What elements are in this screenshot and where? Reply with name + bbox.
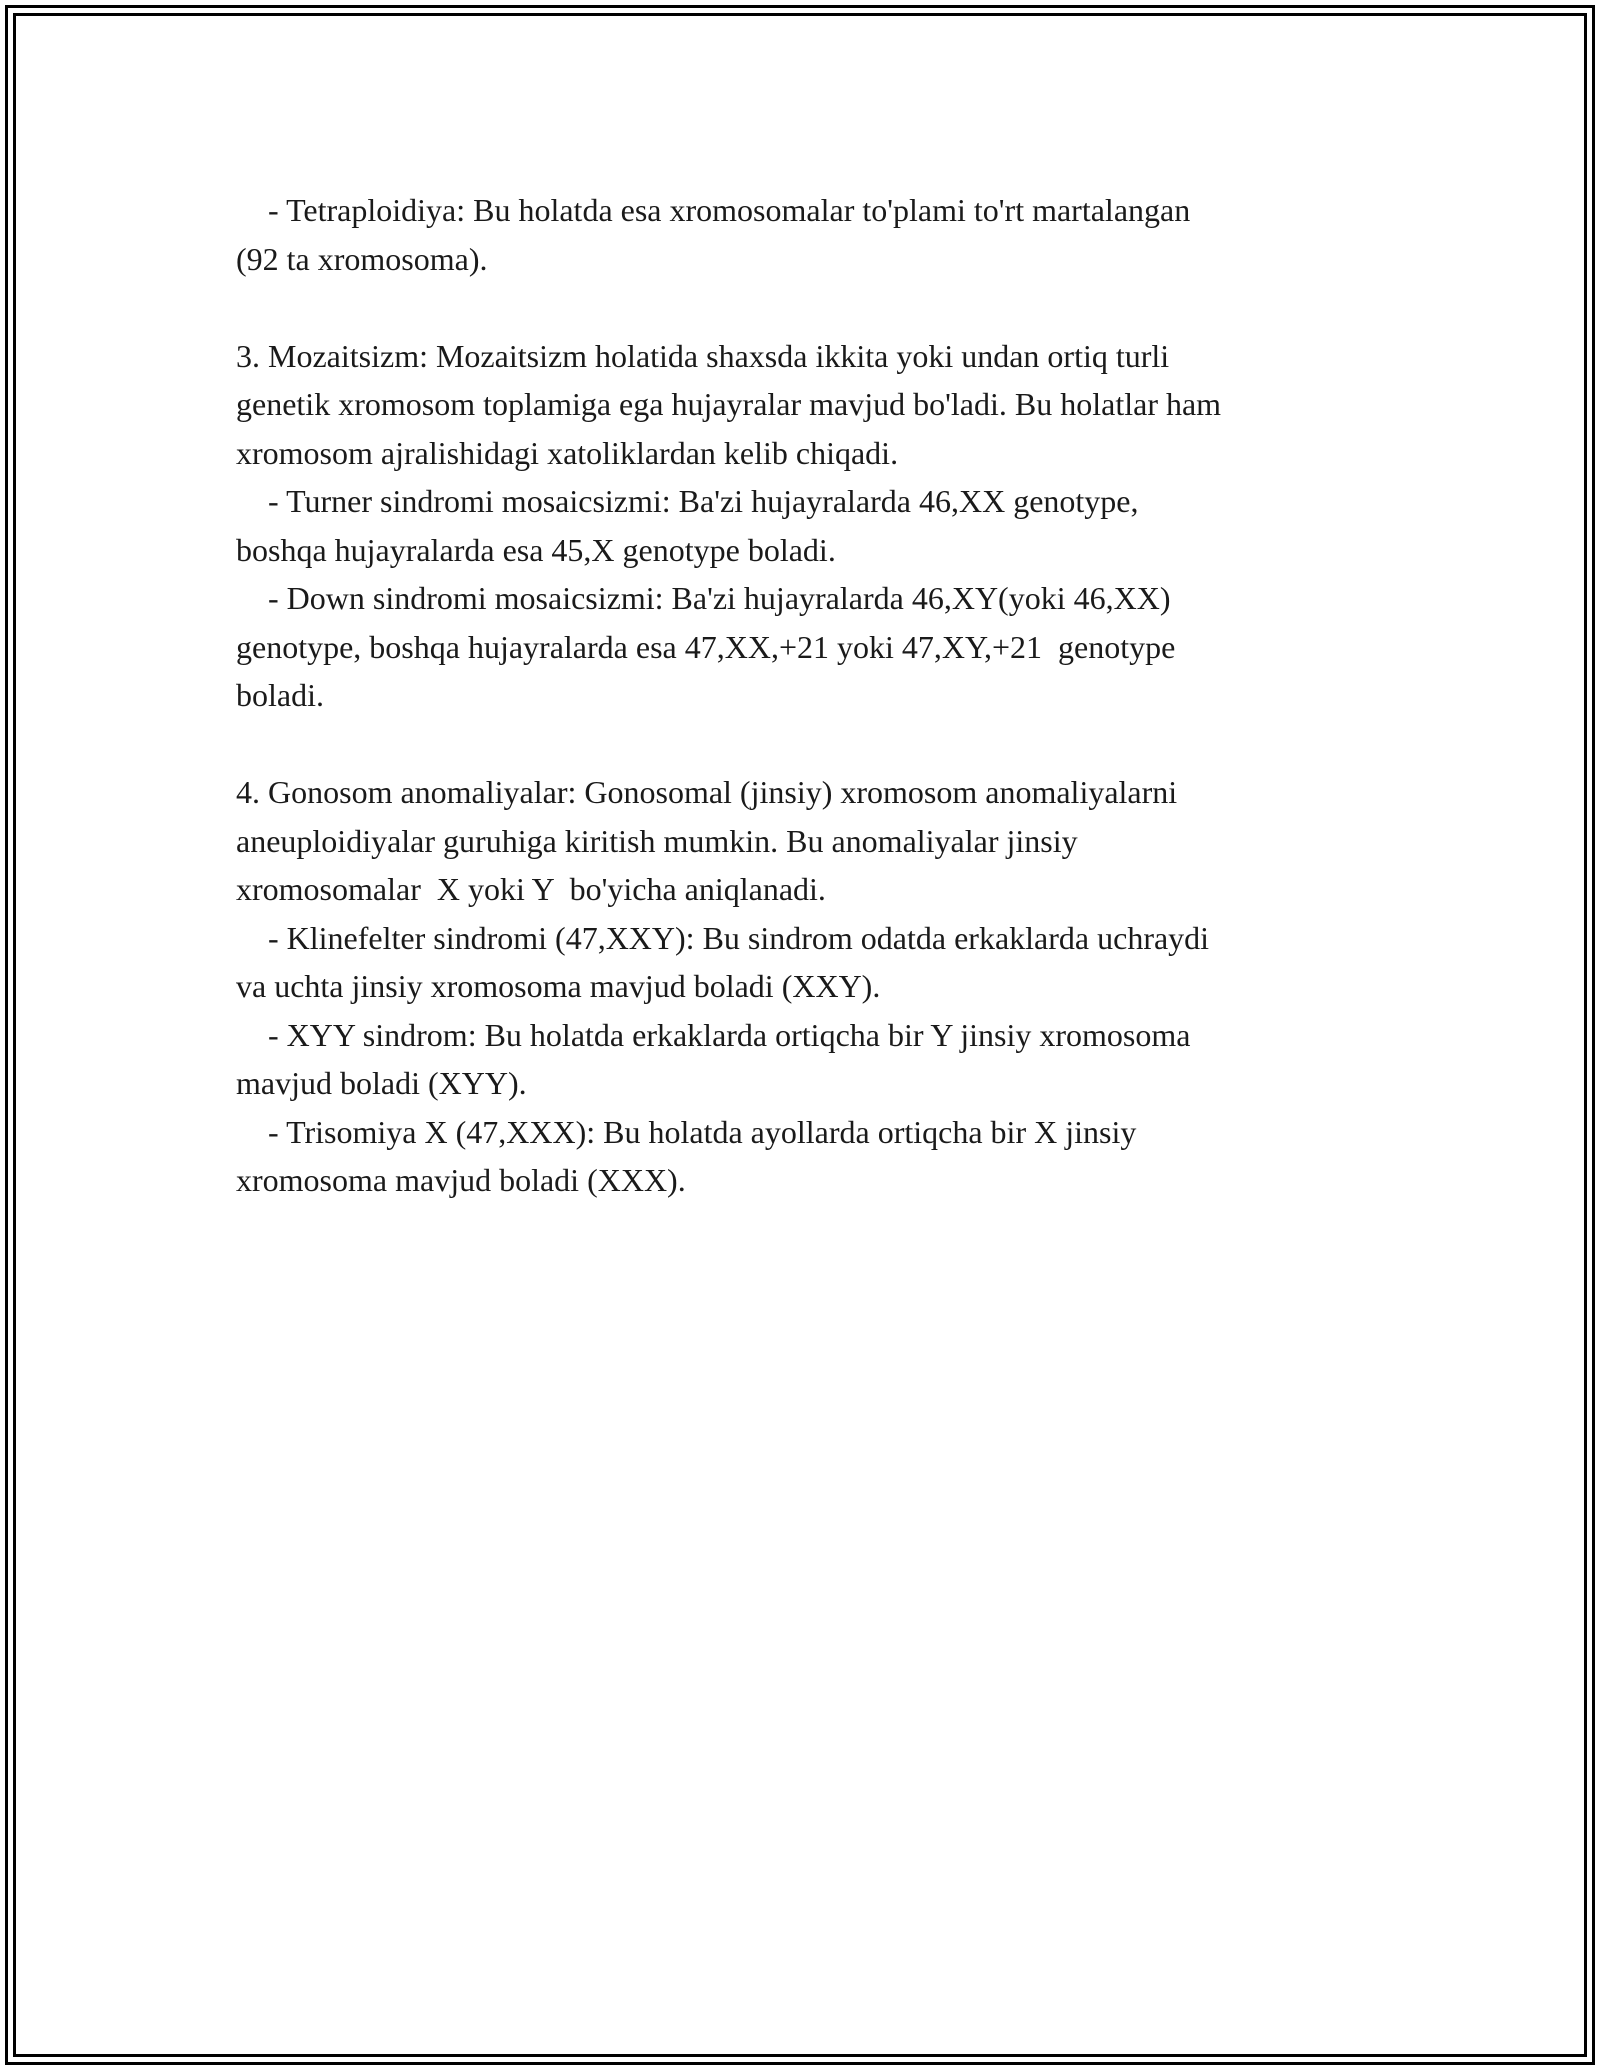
text-line: boladi. bbox=[236, 677, 324, 713]
text-line: boshqa hujayralarda esa 45,X genotype boladi. bbox=[236, 531, 836, 568]
paragraph-gap bbox=[236, 283, 1396, 332]
text-line: xromosom ajralishidagi xatoliklardan kelib chiqadi. bbox=[236, 434, 899, 471]
text-line: va uchta jinsiy xromosoma mavjud boladi (XXY). bbox=[236, 968, 881, 1004]
text-line: - Tetraploidiya: Bu holatda esa xromosomalar to'plami to'rt martalangan bbox=[236, 192, 1191, 228]
text-line: genetik xromosom toplamiga ega hujayralar mavjud bo'ladi. Bu holatlar ham bbox=[236, 386, 1222, 422]
text-line: - XYY sindrom: Bu holatda erkaklarda ortiqcha bir Y jinsiy xromosoma bbox=[236, 1016, 1191, 1053]
text-line: - Down sindromi mosaicsizmi: Ba'zi hujayralarda 46,XY(yoki 46,XX) bbox=[236, 580, 1171, 616]
text-line: - Turner sindromi mosaicsizmi: Ba'zi hujayralarda 46,XX genotype, bbox=[236, 483, 1139, 519]
paragraph-gap bbox=[236, 720, 1396, 769]
text-line: xromosomalar X yoki Y bo'yicha aniqlanadi. bbox=[236, 871, 826, 907]
text-line: - Trisomiya X (47,XXX): Bu holatda ayollarda ortiqcha bir X jinsiy bbox=[236, 1113, 1137, 1150]
section-3-heading-line: 3. Mozaitsizm: Mozaitsizm holatida shaxsda ikkita yoki undan ortiq turli bbox=[236, 337, 1170, 374]
text-line: (92 ta xromosoma). bbox=[236, 240, 488, 277]
text-line: aneuploidiyalar guruhiga kiritish mumkin. Bu anomaliyalar jinsiy bbox=[236, 822, 1078, 859]
document-body bbox=[236, 186, 1396, 1205]
text-line: mavjud boladi (XYY). bbox=[236, 1065, 527, 1101]
text-line: - Klinefelter sindromi (47,XXY): Bu sindrom odatda erkaklarda uchraydi bbox=[236, 919, 1210, 956]
section-4-heading-line: 4. Gonosom anomaliyalar: Gonosomal (jinsiy) xromosom anomaliyalarni bbox=[236, 774, 1178, 810]
text-line: genotype, boshqa hujayralarda esa 47,XX,+21 yoki 47,XY,+21 genotype bbox=[236, 628, 1176, 665]
text-line: xromosoma mavjud boladi (XXX). bbox=[236, 1162, 686, 1198]
